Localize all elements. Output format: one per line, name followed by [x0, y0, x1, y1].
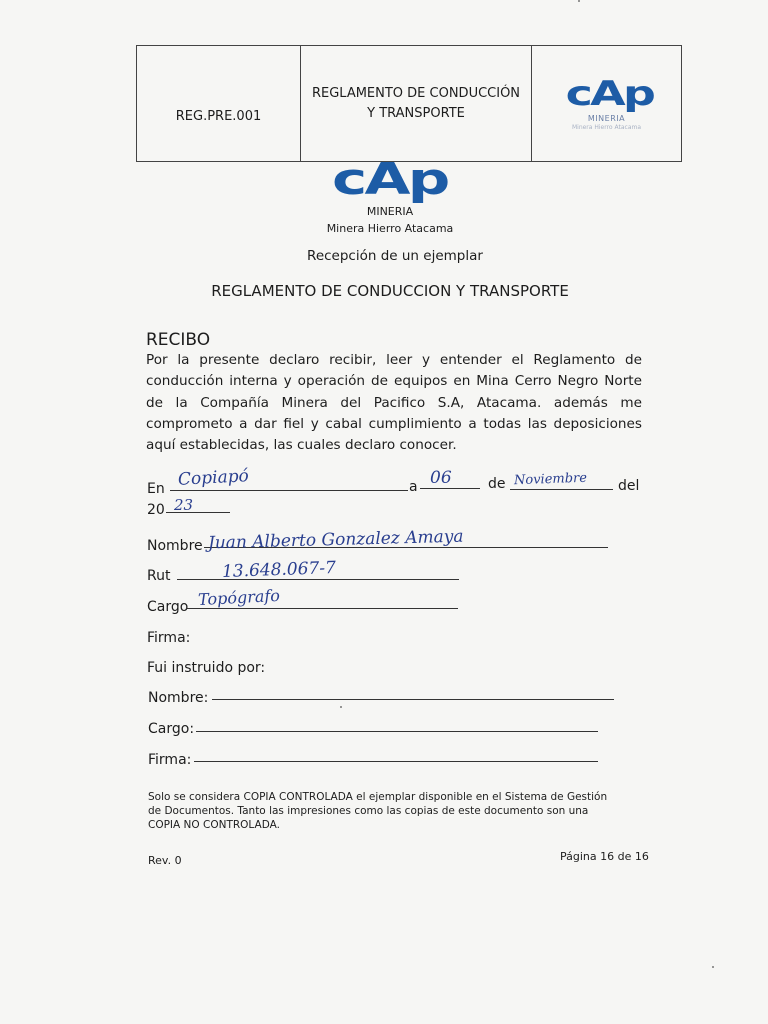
instructor-firma-line[interactable]	[194, 761, 598, 762]
revision: Rev. 0	[148, 854, 182, 867]
logo-division: MINERIA	[366, 205, 414, 218]
rut-label: Rut	[147, 568, 171, 584]
cargo-line	[186, 608, 458, 609]
del-label: del	[618, 478, 640, 494]
scan-speck	[578, 0, 580, 2]
cargo-value[interactable]: Topógrafo	[197, 585, 281, 610]
en-label: En	[147, 481, 165, 497]
main-logo	[300, 154, 480, 205]
header-logo-division: MINERIA	[587, 113, 626, 123]
subtitle: Recepción de un ejemplar	[307, 248, 483, 264]
de-label: de	[488, 476, 506, 492]
document-code: REG.PRE.001	[137, 46, 301, 161]
month-line	[510, 489, 613, 490]
nombre-label: Nombre	[147, 538, 203, 554]
header-title: REGLAMENTO DE CONDUCCIÓN Y TRANSPORTE	[301, 46, 532, 161]
year-value[interactable]: 23	[174, 496, 194, 514]
cap-logo: cAp	[332, 154, 448, 205]
rut-value[interactable]: 13.648.067-7	[221, 558, 337, 582]
day-value[interactable]: 06	[430, 468, 452, 488]
instructor-firma-label: Firma:	[148, 752, 192, 768]
instructor-name-line[interactable]	[212, 699, 614, 700]
instructed-by-label: Fui instruido por:	[147, 660, 266, 676]
company-name: Minera Hierro Atacama	[326, 222, 454, 235]
cap-logo-small: cAp	[565, 73, 654, 114]
instructor-name-label: Nombre:	[148, 690, 209, 706]
section-heading: RECIBO	[146, 330, 211, 350]
header-logo	[532, 46, 681, 161]
firma-label: Firma:	[147, 630, 191, 646]
header-table	[136, 45, 682, 162]
instructor-cargo-label: Cargo:	[148, 721, 195, 737]
instructor-cargo-line[interactable]	[196, 731, 598, 732]
nombre-value[interactable]: Juan Alberto Gonzalez Amaya	[207, 526, 464, 554]
year-prefix: 20	[147, 502, 165, 518]
month-value[interactable]: Noviembre	[513, 470, 588, 489]
scan-speck	[340, 706, 342, 708]
document-title: REGLAMENTO DE CONDUCCION Y TRANSPORTE	[211, 282, 569, 300]
scan-speck	[712, 966, 714, 968]
place-line	[170, 490, 408, 491]
day-line	[420, 488, 480, 489]
a-label: a	[409, 479, 418, 495]
page-number: Página 16 de 16	[560, 850, 649, 863]
place-value[interactable]: Copiapó	[177, 466, 250, 490]
header-logo-company: Minera Hierro Atacama	[571, 123, 642, 131]
declaration-text: Por la presente declaro recibir, leer y entender el Reglamento de conducción interna y operación de equipos en Mina Cerro Negro Norte de la Compañía Minera del Pacifico S.A, Atacama. además me comprometo a dar fiel y cabal cumplimiento a todas las deposiciones aquí establecidas, las cuales declaro conocer.	[146, 352, 642, 454]
cargo-label: Cargo	[147, 599, 189, 615]
controlled-copy-note: Solo se considera COPIA CONTROLADA el ejemplar disponible en el Sistema de Gestión de Documentos. Tanto las impresiones como las copias de este documento son una COPIA NO CONTROLADA.	[148, 791, 608, 831]
rut-line	[177, 579, 459, 580]
